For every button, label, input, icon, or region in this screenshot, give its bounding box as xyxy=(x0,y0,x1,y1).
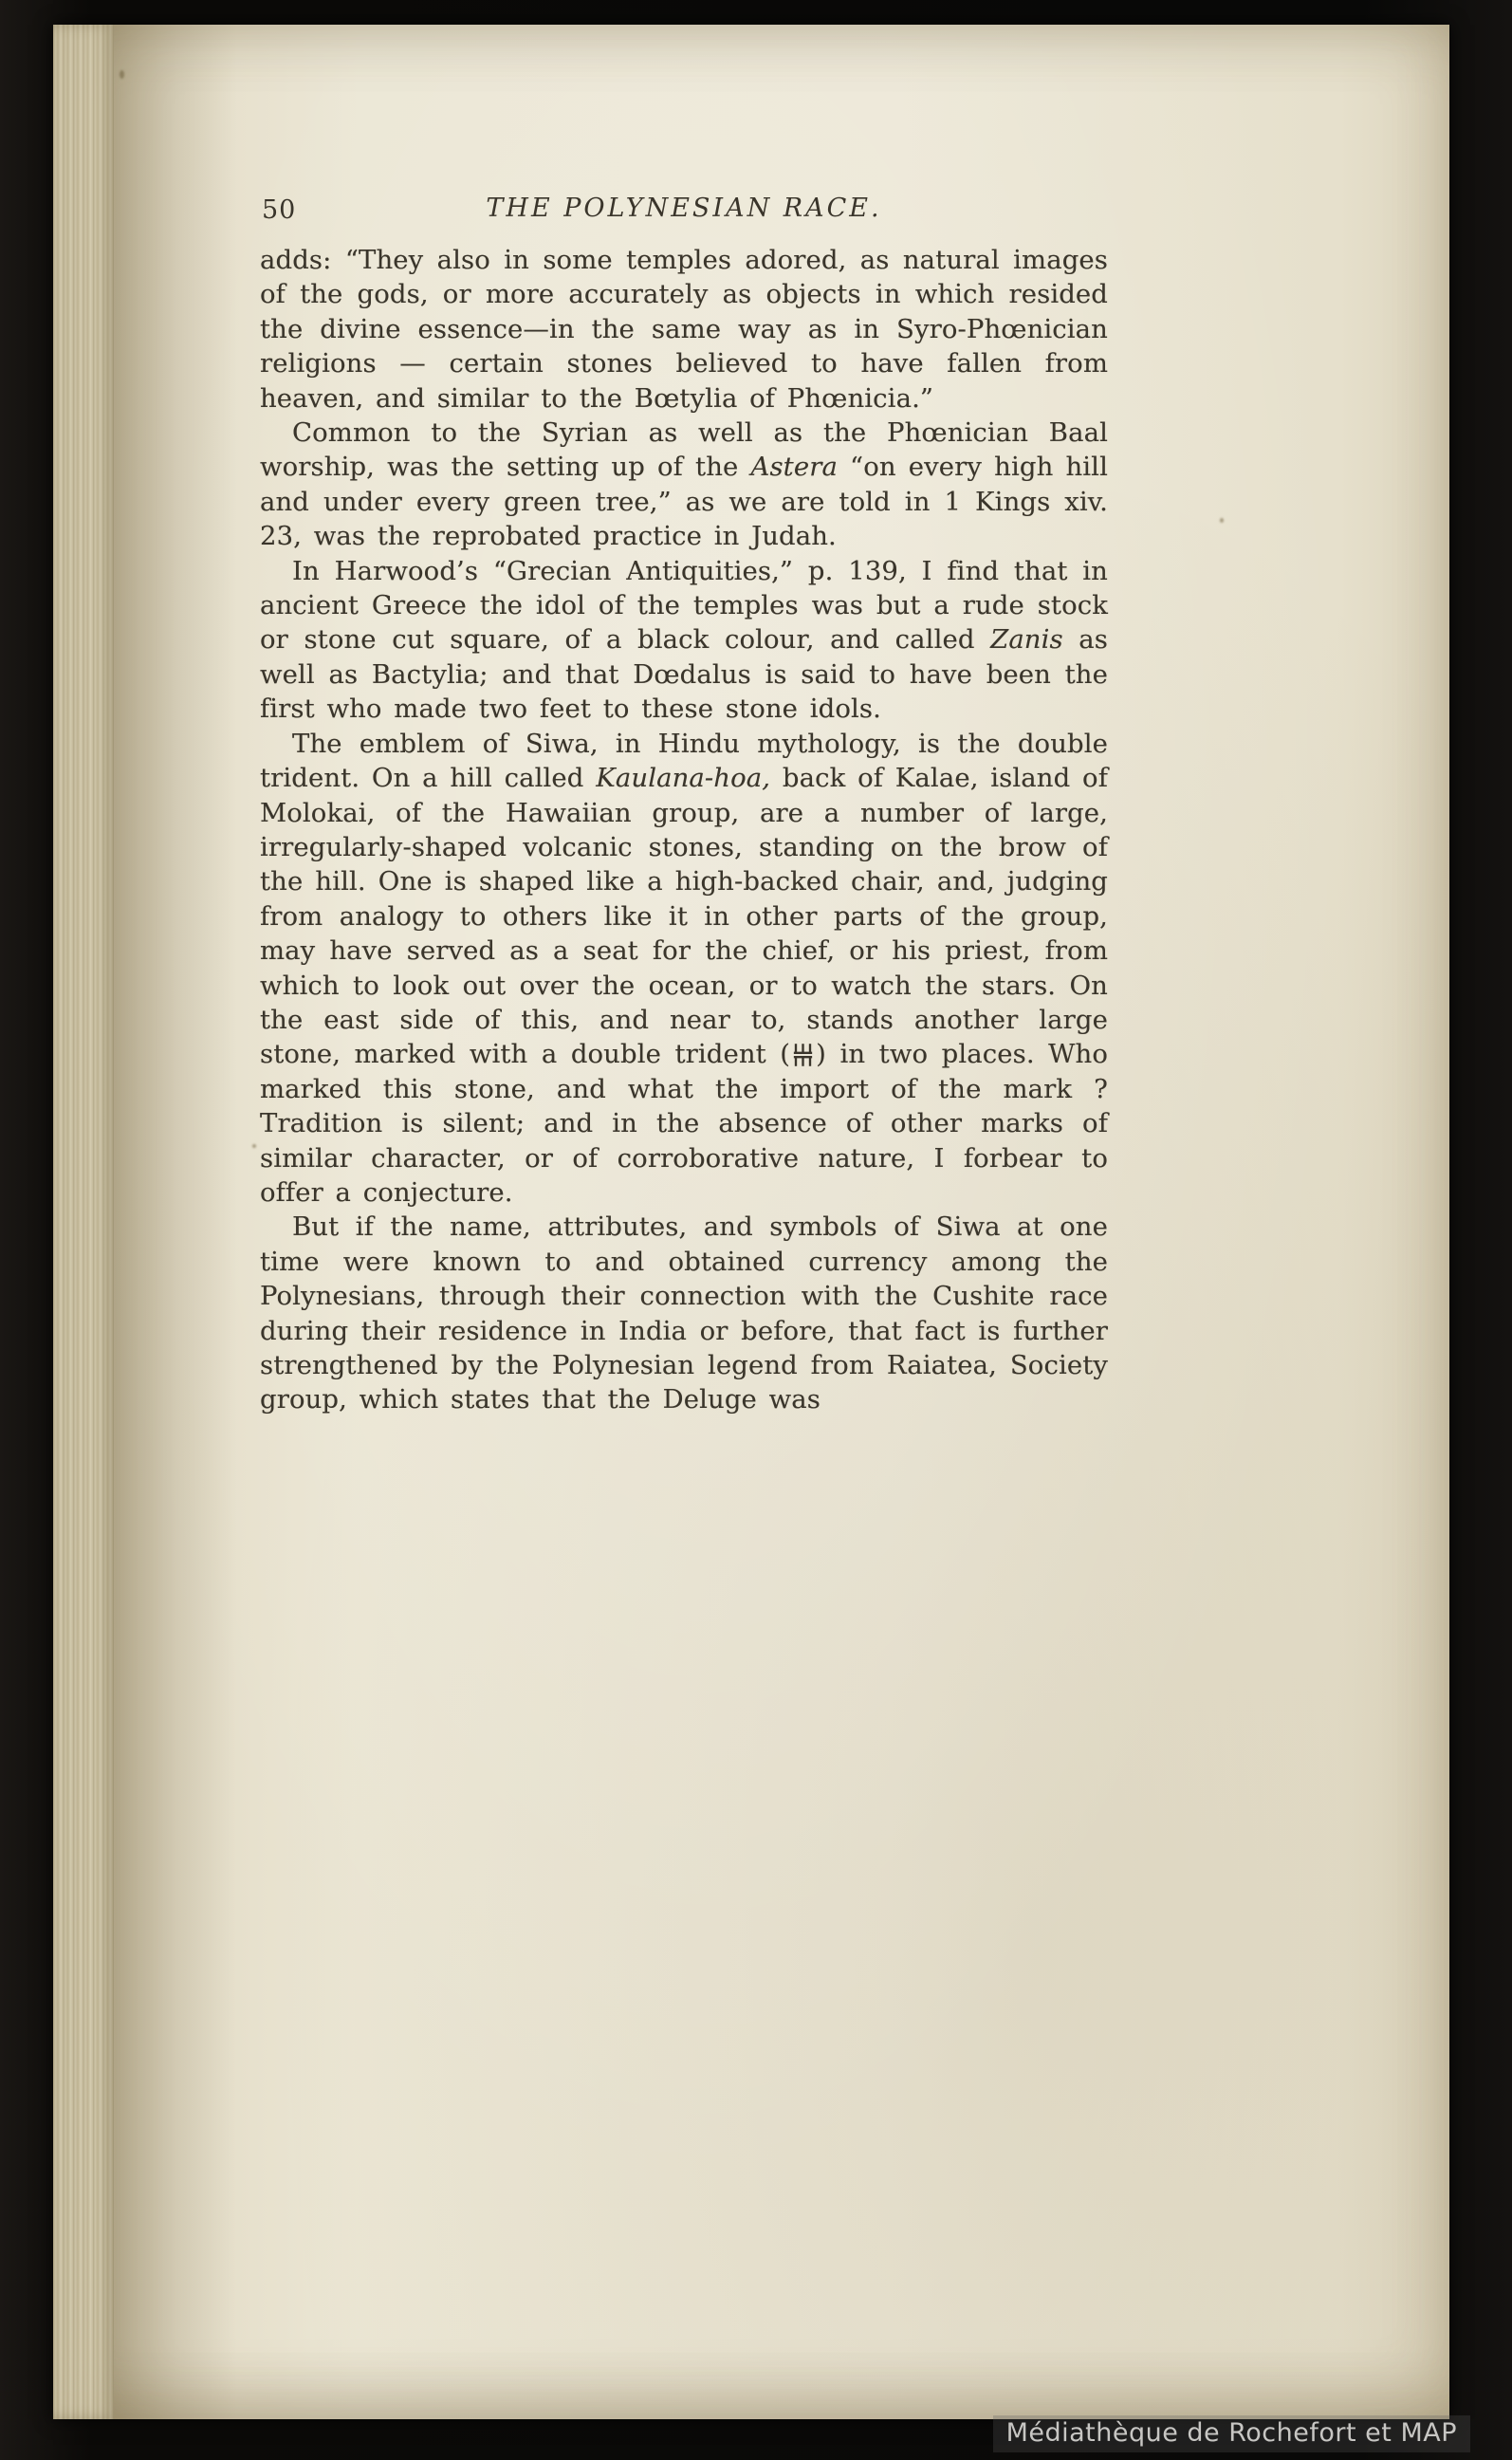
paragraph xyxy=(260,243,1108,416)
text-run: back of Kalae, island of Molokai, of the Hawaiian group, are a number of large, irregularly-shaped volcanic stones, standing on the brow of the hill. One is shaped like a high-backed chair, and, judging from analogy to others like it in other parts of the group, may have served as a seat for the chief, or his priest, from which to look out over the ocean, or to watch the stars. On the east side of this, and near to, stands another large stone, marked with a double trident ( xyxy=(260,763,1108,1070)
paragraph xyxy=(260,416,1108,554)
text-run: Kaulana-hoa, xyxy=(596,763,771,794)
double-trident-symbol xyxy=(790,1041,816,1069)
text-run: “on every high hill and under every green tree,” as we are told in 1 Kings xiv. 23, was the reprobated practice in Judah. xyxy=(260,452,1108,552)
text-run: The emblem of Siwa, in Hindu mythology, is the double trident. On a hill called xyxy=(260,728,1108,794)
text-run: Common to the Syrian as well as the Phœnician Baal worship, was the setting up of the xyxy=(260,417,1108,483)
paragraph xyxy=(260,727,1108,1211)
paper-speck xyxy=(252,1144,256,1148)
text-run: In Harwood’s “Grecian Antiquities,” p. 139, I find that in ancient Greece the idol of the temples was but a rude stock or stone cut square, of a black colour, and called xyxy=(260,555,1108,656)
header-row xyxy=(260,192,1108,231)
text-block xyxy=(260,192,1108,1417)
page-edge-texture xyxy=(53,25,114,2419)
watermark: Médiathèque de Rochefort et MAP xyxy=(993,2415,1470,2452)
gutter-shadow xyxy=(114,25,237,2419)
paper-speck xyxy=(1220,518,1224,523)
running-title: THE POLYNESIAN RACE. xyxy=(486,194,882,223)
paragraph xyxy=(260,1210,1108,1416)
text-run: Astera xyxy=(750,452,838,483)
paragraph xyxy=(260,554,1108,727)
paper-page xyxy=(53,25,1449,2419)
text-run: adds: “They also in some temples adored, as natural images of the gods, or more accurately as objects in which resided the divine essence—in the same way as in Syro-Phœnician religions — certain stones believed to have fallen from heaven, and similar to the Bœtylia of Phœnicia.” xyxy=(260,245,1108,414)
text-run: Zanis xyxy=(990,624,1063,656)
text-run: as well as Bactylia; and that Dœdalus is said to have been the first who made two feet to these stone idols. xyxy=(260,624,1109,725)
text-run: But if the name, attributes, and symbols of Siwa at one time were known to and obtained currency among the Polynesians, through their connection with the Cushite race during their residence in India or before, that fact is further strengthened by the Polynesian legend from Raiatea, Society group, which states that the Deluge was xyxy=(260,1212,1108,1415)
paper-speck xyxy=(120,70,124,79)
page-number: 50 xyxy=(262,195,297,225)
text-run: ) in two places. Who marked this stone, and what the import of the mark ? Tradition is silent; and in the absence of other marks of similar character, or of corroborative nature, I forbear to offer a conjecture. xyxy=(260,1039,1108,1208)
body-text xyxy=(260,243,1108,1417)
